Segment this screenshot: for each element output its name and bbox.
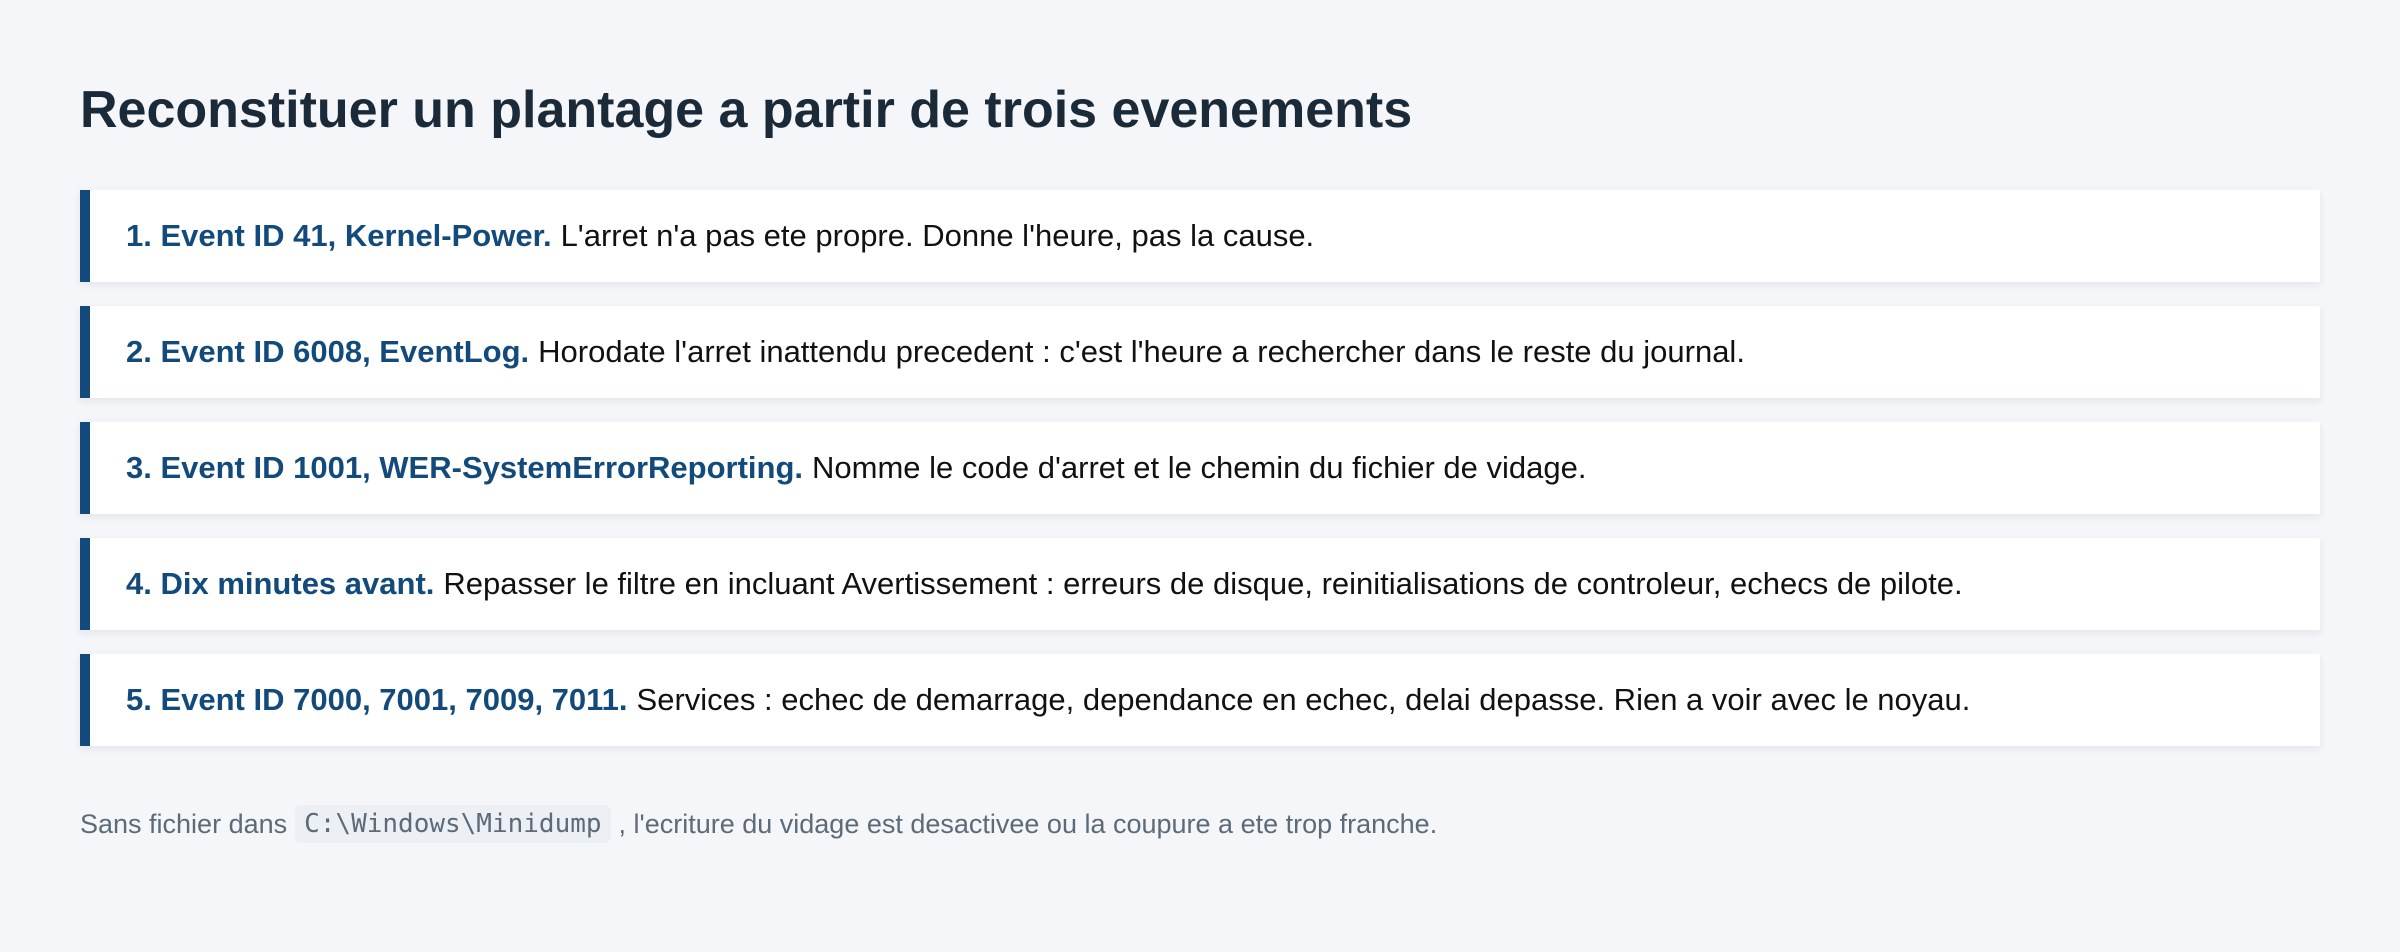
footnote-text-before: Sans fichier dans [80,808,288,839]
step-heading: 4. Dix minutes avant. [126,566,435,601]
page-title: Reconstituer un plantage a partir de trois evenements [80,81,1413,139]
step-text: Repasser le filtre en incluant Avertissement : erreurs de disque, reinitialisations de controleur, echecs de pilote. [443,566,1963,601]
step-text: Nomme le code d'arret et le chemin du fichier de vidage. [812,450,1587,485]
list-item [80,654,2320,746]
footnote [80,805,1437,843]
list-item [80,538,2320,630]
step-heading: 1. Event ID 41, Kernel-Power. [126,218,552,253]
list-item [80,306,2320,398]
list-item [80,190,2320,282]
list-item [80,422,2320,514]
step-text: L'arret n'a pas ete propre. Donne l'heure, pas la cause. [560,218,1315,253]
step-heading: 3. Event ID 1001, WER-SystemErrorReporting. [126,450,804,485]
step-heading: 5. Event ID 7000, 7001, 7009, 7011. [126,682,628,717]
minidump-path-code: C:\Windows\Minidump [295,805,610,843]
step-heading: 2. Event ID 6008, EventLog. [126,334,530,369]
footnote-text-after: , l'ecriture du vidage est desactivee ou la coupure a ete trop franche. [618,808,1438,839]
steps-list [80,190,2320,770]
step-text: Services : echec de demarrage, dependance en echec, delai depasse. Rien a voir avec le noyau. [636,682,1971,717]
step-text: Horodate l'arret inattendu precedent : c'est l'heure a rechercher dans le reste du journal. [538,334,1745,369]
